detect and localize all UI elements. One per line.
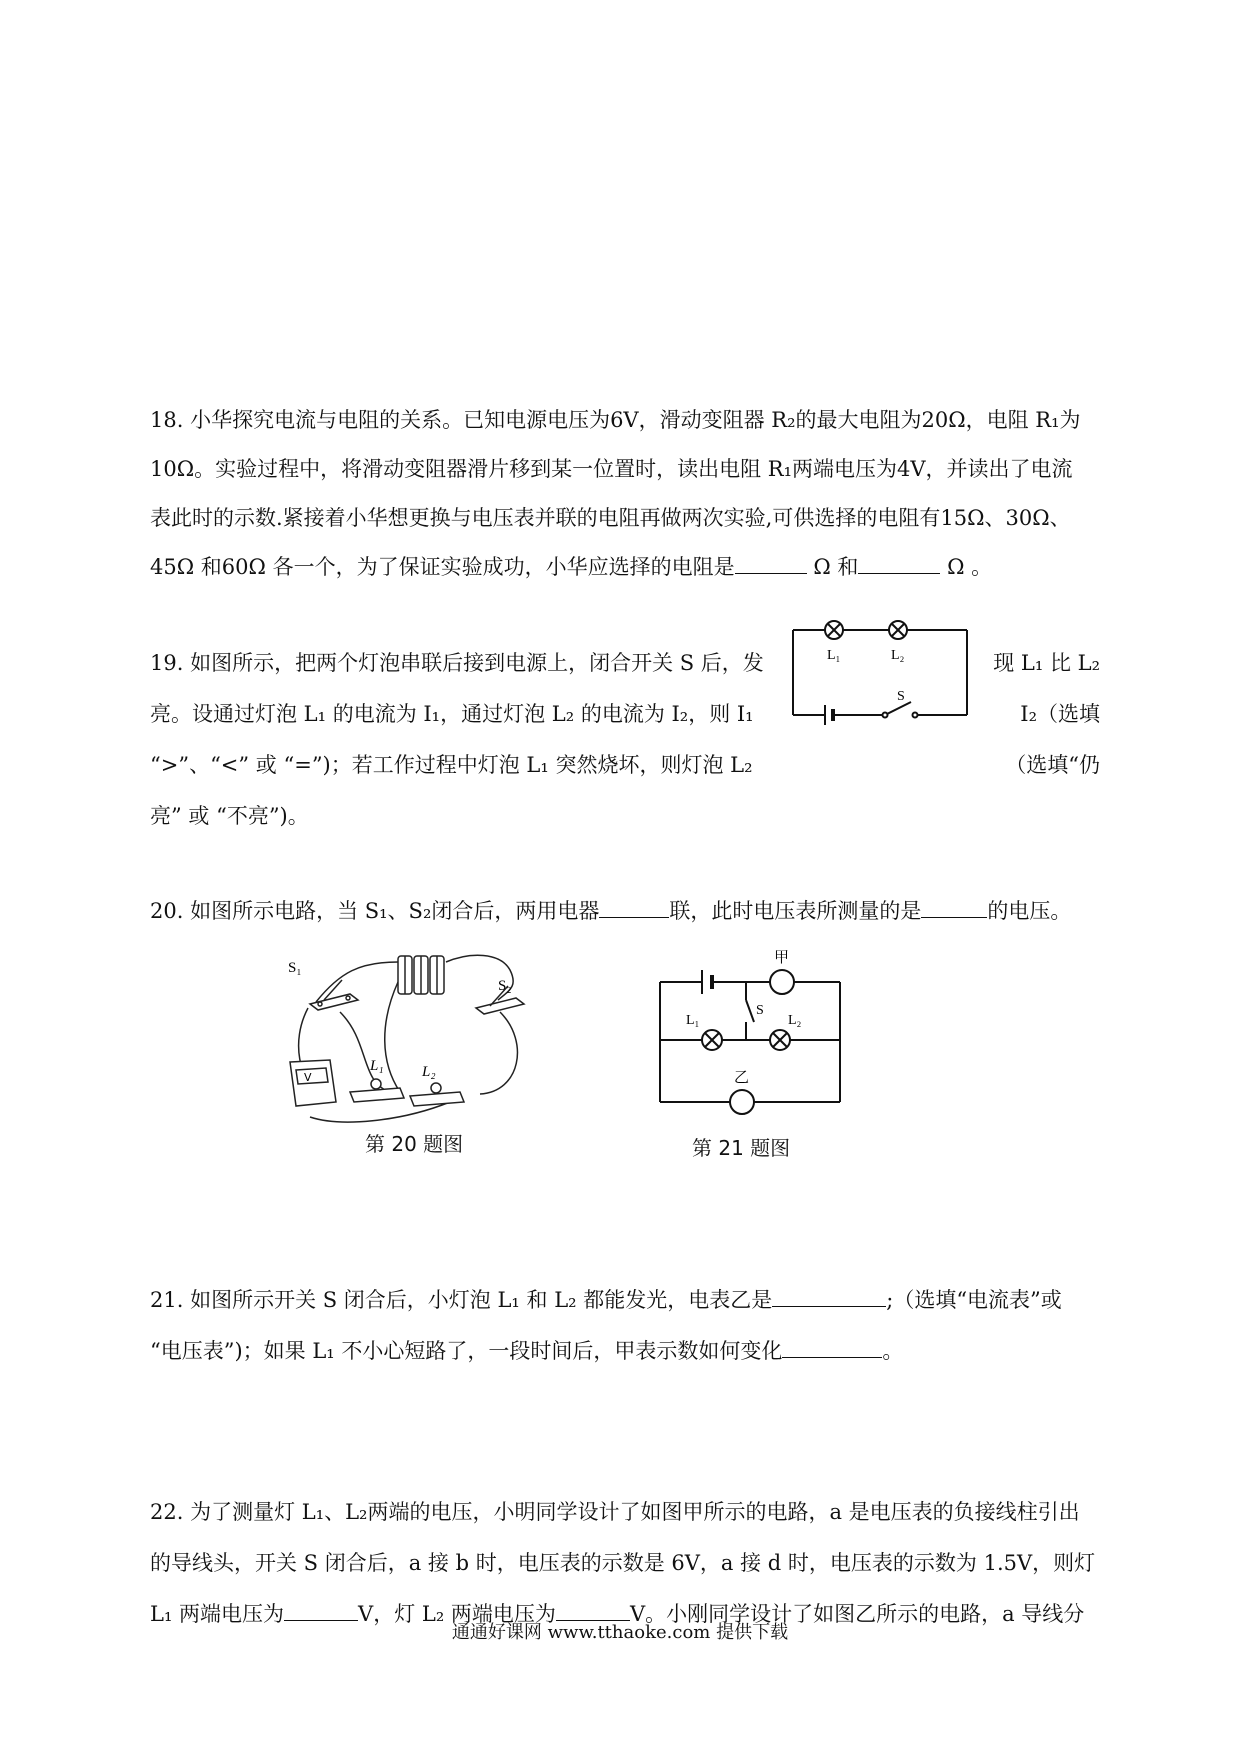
q20-text-b: 联，此时电压表所测量的是	[669, 899, 922, 923]
q22-line-2: 的导线头，开关 S 闭合后，a 接 b 时，电压表的示数是 6V，a 接 d 时，电压表的示数为 1.5V，则灯	[150, 1551, 1096, 1575]
q21-line-2-text-a: “电压表”)；如果 L₁ 不小心短路了，一段时间后，甲表示数如何变化	[150, 1339, 783, 1363]
battery-icon	[398, 956, 444, 994]
q20-figure-caption: 第 20 题图	[365, 1132, 464, 1156]
q19-circuit-diagram	[785, 612, 975, 732]
q21-line-2	[150, 1327, 1100, 1375]
q18-line-3: 表此时的示数.紧接着小华想更换与电压表并联的电阻再做两次实验,可供选择的电阻有15Ω、30Ω、	[150, 506, 1071, 530]
q20-fig-s2: S₂	[498, 978, 512, 994]
q22-line-3-text-b: V，灯 L₂ 两端电压为	[358, 1602, 556, 1626]
q21-fig-jia: 甲	[774, 948, 790, 966]
question-21	[150, 1276, 1100, 1375]
q18-blank-1[interactable]	[735, 551, 807, 574]
q21-line-1-text-a: 21. 如图所示开关 S 闭合后，小灯泡 L₁ 和 L₂ 都能发光，电表乙是	[150, 1288, 773, 1312]
q18-blank-2[interactable]	[858, 551, 940, 574]
q18-line-4	[150, 543, 1100, 591]
q19-fig-s: S	[897, 689, 905, 704]
q20-line-1	[150, 887, 1100, 935]
q20-apparatus-figure	[280, 942, 560, 1132]
q19-fig-l2: L₂	[891, 648, 905, 663]
q19-line-2-right: I₂（选填	[1020, 702, 1100, 726]
q20-blank-1[interactable]	[599, 895, 669, 918]
switch-s1-icon	[310, 980, 358, 1010]
q19-line-1-right: 现 L₁ 比 L₂	[993, 651, 1100, 675]
q19-line-4: 亮” 或 “不亮”)。	[150, 804, 309, 828]
q18-line-4-text-a: 45Ω 和60Ω 各一个，为了保证实验成功，小华应选择的电阻是	[150, 555, 735, 579]
switch-icon	[746, 1000, 754, 1022]
switch-icon	[883, 702, 918, 718]
q20-fig-l1: L₁	[370, 1058, 384, 1074]
q21-figure-caption: 第 21 题图	[692, 1136, 791, 1160]
question-22	[150, 1488, 1100, 1638]
q21-fig-l2: L₂	[788, 1013, 802, 1028]
q21-fig-s: S	[756, 1003, 764, 1018]
q21-line-2-text-b: 。	[882, 1339, 904, 1363]
q18-line-4-text-c: Ω 。	[947, 555, 993, 579]
lamp-icon	[350, 1079, 464, 1106]
q21-blank-2[interactable]	[782, 1335, 882, 1358]
q21-fig-l1: L₁	[686, 1013, 700, 1028]
q22-line-1: 22. 为了测量灯 L₁、L₂两端的电压，小明同学设计了如图甲所示的电路，a 是电压表的负接线柱引出	[150, 1500, 1080, 1524]
page-footer: 通通好课网 www.tthaoke.com 提供下载	[451, 1622, 789, 1643]
question-20	[150, 887, 1100, 935]
q19-line-2-left: 亮。设通过灯泡 L₁ 的电流为 I₁，通过灯泡 L₂ 的电流为 I₂，则 I₁	[150, 702, 754, 726]
battery-icon	[825, 705, 833, 725]
q20-text-a: 20. 如图所示电路，当 S₁、S₂闭合后，两用电器	[150, 899, 600, 923]
q18-line-1: 18. 小华探究电流与电阻的关系。已知电源电压为6V，滑动变阻器 R₂的最大电阻为20Ω，电阻 R₁为	[150, 408, 1081, 432]
q21-line-1	[150, 1276, 1100, 1324]
q19-line-1-left: 19. 如图所示，把两个灯泡串联后接到电源上，闭合开关 S 后，发	[150, 651, 764, 675]
q20-fig-l2: L₂	[422, 1064, 436, 1080]
q21-blank-1[interactable]	[772, 1284, 886, 1307]
q21-circuit-diagram	[650, 942, 850, 1122]
q20-text-c: 的电压。	[987, 899, 1072, 923]
q21-fig-yi: 乙	[734, 1068, 750, 1086]
q19-fig-l1: L₁	[827, 648, 841, 663]
meter-jia-icon	[770, 970, 794, 994]
q19-line-3-right: （选填“仍	[1005, 753, 1100, 777]
q22-line-3-text-c: V。小刚同学设计了如图乙所示的电路，a 导线分	[629, 1602, 1085, 1626]
q19-line-3-left: “>”、“<” 或 “=”)；若工作过程中灯泡 L₁ 突然烧坏，则灯泡 L₂	[150, 753, 753, 777]
q19-line-3	[150, 741, 1100, 789]
q22-line-3-text-a: L₁ 两端电压为	[150, 1602, 285, 1626]
q20-fig-s1: S₁	[288, 960, 302, 976]
q20-blank-2[interactable]	[921, 895, 987, 918]
voltmeter-icon	[290, 1060, 336, 1106]
question-18	[150, 396, 1100, 591]
meter-yi-icon	[730, 1090, 754, 1114]
q18-line-2: 10Ω。实验过程中，将滑动变阻器滑片移到某一位置时，读出电阻 R₁两端电压为4V，并读出了电流	[150, 457, 1073, 481]
q21-line-1-text-b: ;（选填“电流表”或	[886, 1288, 1062, 1312]
battery-icon	[702, 970, 712, 994]
q20-fig-v: V	[304, 1071, 312, 1084]
q18-line-4-text-b: Ω 和	[813, 555, 859, 579]
